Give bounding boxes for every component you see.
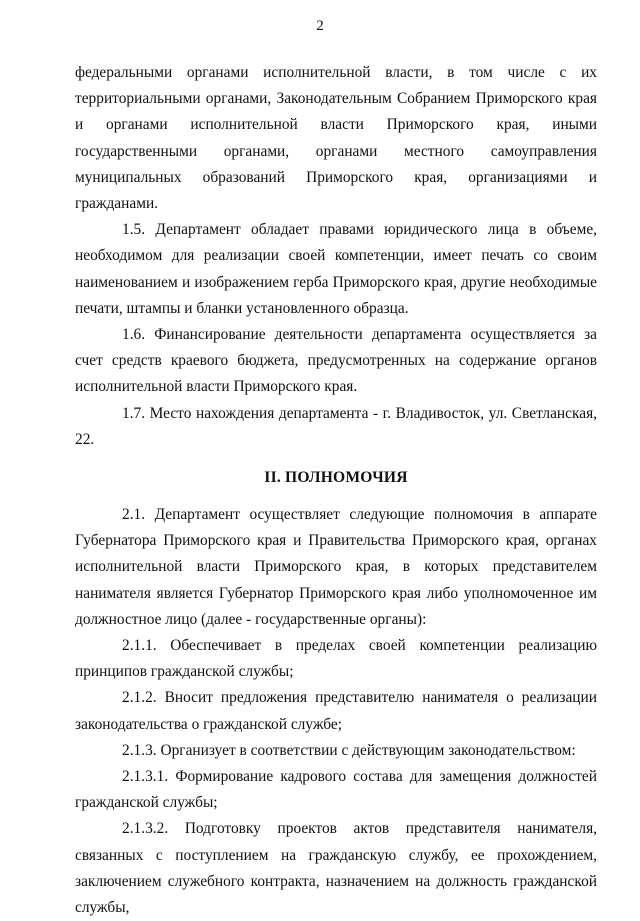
page-number: 2 [316, 18, 324, 34]
document-body [75, 60, 597, 921]
paragraph-2-1-3-1: 2.1.3.1. Формирование кадрового состава для замещения должностей гражданской службы; [75, 768, 597, 812]
section-heading: II. ПОЛНОМОЧИЯ [264, 469, 408, 487]
paragraph-1-7: 1.7. Место нахождения департамента - г. Владивосток, ул. Светланская, 22. [75, 404, 597, 448]
paragraph-continuation: федеральными органами исполнительной власти, в том числе с их территориальными органами, Законодательным Собранием Приморского края и органами исполнительной власти Приморского края, иными государственными органами, органами местного самоуправления муниципальных образований Приморского края, организациями и гражданами. [75, 64, 597, 213]
paragraph-2-1-2: 2.1.2. Вносит предложения представителю нанимателя о реализации законодательства о гражданской службе; [75, 689, 597, 733]
paragraph-1-6: 1.6. Финансирование деятельности департамента осуществляется за счет средств краевого бюджета, предусмотренных на содержание органов исполнительной власти Приморского края. [75, 326, 597, 396]
paragraph-2-1-1: 2.1.1. Обеспечивает в пределах своей компетенции реализацию принципов гражданской службы; [75, 637, 597, 681]
paragraph-2-1-3-2: 2.1.3.2. Подготовку проектов актов представителя нанимателя, связанных с поступлением на гражданскую службу, ее прохождением, заключением служебного контракта, назначением на должность гражданской службы, [75, 820, 597, 917]
paragraph-1-5: 1.5. Департамент обладает правами юридического лица в объеме, необходимом для реализации своей компетенции, имеет печать со своим наименованием и изображением герба Приморского края, другие необходимые печати, штампы и бланки установленного образца. [75, 221, 597, 317]
paragraph-2-1-3: 2.1.3. Организует в соответствии с действующим законодательством: [122, 741, 576, 759]
paragraph-2-1: 2.1. Департамент осуществляет следующие полномочия в аппарате Губернатора Приморского края и Правительства Приморского края, органах исполнительной власти Приморского края, в которых представителем нанимателя является Губернатор Приморского края либо уполномоченное им должностное лицо (далее - государственные органы): [75, 506, 597, 628]
